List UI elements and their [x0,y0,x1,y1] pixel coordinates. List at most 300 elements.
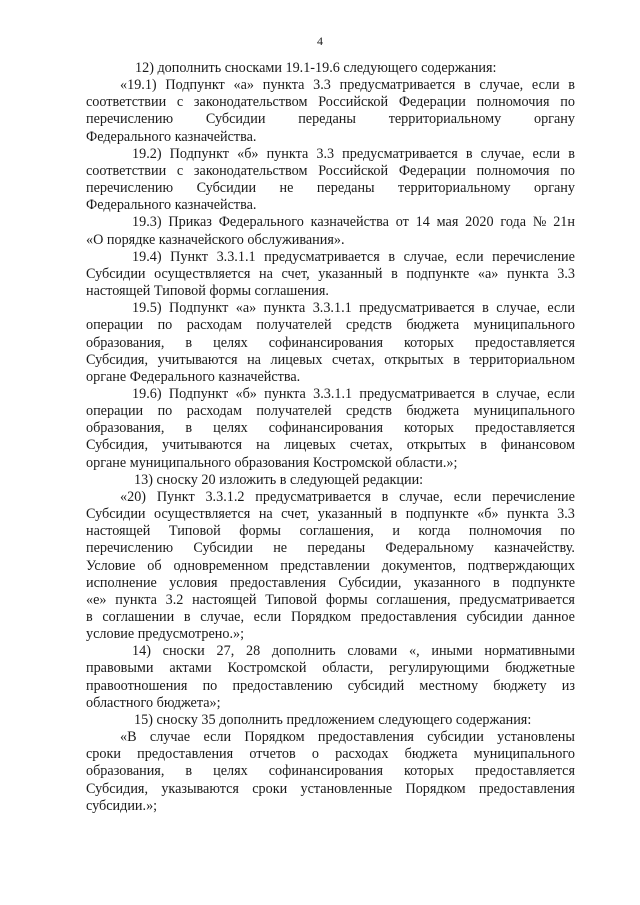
text-line [86,146,575,163]
word: переданы [307,540,366,557]
word: случае [149,729,191,746]
word: Субсидии [193,540,253,557]
word: в [453,351,460,368]
word: Федерации [398,94,466,111]
page-number: 4 [317,34,323,48]
word: пункта [507,506,549,523]
word: 19.3) [132,214,162,231]
word: перечислению [86,180,174,197]
word: указанного [413,574,481,591]
word: предоставления [229,574,326,591]
paragraph-footnote-19-1 [86,77,575,146]
word: 2020 [465,214,494,231]
word: Костромской [227,660,307,677]
word: бюджета [404,746,458,763]
word: Федеральному [385,540,474,557]
word: отчетов [249,746,296,763]
paragraph-footnote-19-2 [86,146,575,215]
word: которых [404,420,454,437]
word: предусматривается [339,77,456,94]
word: счет, [281,506,310,523]
text-line [86,77,575,94]
word: средств [345,317,392,334]
word: документов, [381,557,456,574]
paragraph-footnote-20 [86,489,575,643]
text-line [86,129,575,146]
word: Российской [318,94,389,111]
word: нормативными [484,643,575,660]
word: настоящей [192,591,257,608]
word: условия [169,574,218,591]
word: и [392,523,400,540]
word: дополнить [271,643,336,660]
text-line [86,283,575,300]
word: Российской [318,162,389,179]
text-line [86,300,575,317]
word: словами [347,643,398,660]
word: осуществляется [154,506,251,523]
word: сроки [86,746,121,763]
word: Типовой [265,591,318,608]
word: 3.3.1.2 [205,488,245,505]
word: на [256,437,270,454]
paragraph-item-15 [86,712,575,729]
word: целях [213,420,248,437]
text-line [86,437,575,454]
word: «19.1) [120,77,157,94]
word: случае, [403,248,448,265]
word: образования, [86,763,165,780]
word: Порядком [290,609,352,625]
word: установленные [300,780,393,797]
word: Подпункт [168,385,229,402]
word: мая [436,214,459,231]
paragraph-item-15-text [86,729,575,815]
word: пункта [263,300,306,317]
word: 15) сноску 35 дополнить предложением следующего содержания: [134,711,532,728]
word: в [463,77,471,94]
word: местному [419,677,479,694]
word: органе Федерального казначейства. [86,368,301,385]
text-line [86,660,575,677]
text-line [86,232,575,249]
word: 19.4) [132,248,162,265]
word: если [203,729,232,746]
word: из [561,677,575,694]
word: в [86,609,93,625]
word: Порядком [244,729,305,746]
word: открытых [384,351,444,368]
word: образования, [86,334,165,351]
word: счет, [281,265,310,282]
word: переданы [316,180,375,197]
word: 21н [553,214,575,231]
word: случае, [480,145,525,162]
word: Субсидии [86,265,146,282]
word: в [391,265,398,282]
word: территориальному [398,180,511,197]
word: предусматривается [359,300,475,317]
word: Подпункт [168,300,229,317]
word: бюджету [493,677,547,694]
word: 19.2) [132,145,162,162]
word: в [480,437,487,454]
text-line [86,94,575,111]
word: исполнение [86,574,157,591]
word: осуществляется [154,265,251,282]
word: Пункт [156,488,195,505]
word: предусматривается [342,145,458,162]
text-line [86,540,575,557]
word: субсидии [427,729,484,746]
text-line [86,798,575,815]
word: когда [418,523,451,540]
word: с [176,94,184,111]
word: полномочия [468,523,542,540]
word: случае, [496,385,540,402]
word: территориальному [388,111,502,128]
word: лицевых [270,351,323,368]
text-line [86,506,575,523]
word: казначейству. [494,540,575,557]
word: настоящей Типовой формы соглашения. [86,283,329,300]
word: перечисление [492,248,575,265]
word: в [185,334,193,351]
word: образования, [86,420,165,437]
word: которых [404,763,454,780]
word: на [259,265,273,282]
text-line [86,249,575,266]
text-line [86,643,575,660]
word: органе муниципального образования Костромской области.»; [86,454,458,471]
word: территориальном [469,351,575,368]
word: формы [325,591,368,608]
word: об [147,557,162,574]
text-line [86,626,575,643]
text-line [86,60,575,77]
word: Субсидии [86,506,146,523]
word: Типовой [168,523,221,540]
word: пункта [115,591,157,608]
word: целях [213,763,248,780]
text-line [86,523,575,540]
word: соответствии [86,94,167,111]
word: в [381,488,389,505]
word: установлены [497,729,575,746]
text-line [86,575,575,592]
word: муниципального [473,746,575,763]
word: расходам [186,403,242,420]
text-line [86,403,575,420]
word: условие предусмотрено.»; [86,626,245,643]
word: настоящей [86,523,151,540]
word: софинансирования [268,420,383,437]
word: софинансирования [268,334,383,351]
document-body [86,60,575,815]
word: бюджета [406,317,460,334]
word: Субсидия, [86,437,149,454]
word: в [568,145,575,162]
word: по [560,523,575,540]
text-line [86,489,575,506]
text-line [86,180,575,197]
word: открытых [406,437,467,454]
word: с [176,162,184,179]
paragraph-footnote-19-6 [86,386,575,472]
word: случае, [399,488,443,505]
word: случае, [496,300,540,317]
word: в [185,763,193,780]
word: целях [213,334,248,351]
word: в [492,574,500,591]
word: предусматривается [459,591,575,608]
text-line [86,472,575,489]
word: переданы [298,111,356,128]
word: Федерации [398,162,466,179]
word: 3.3.1.1 [312,300,352,317]
word: данное [532,609,575,625]
word: Пункт [170,248,208,265]
word: соглашения, [299,523,374,540]
word: соответствии [86,162,167,179]
word: по [157,317,173,334]
word: указанный [317,506,383,523]
word: 19.5) [132,300,162,317]
word: которых [404,334,454,351]
paragraph-item-12 [86,60,575,77]
word: 3.3 [557,506,575,523]
word: одновременном [173,557,269,574]
word: предусматривается [359,385,475,402]
word: получателей [256,403,332,420]
word: подпункте [406,265,470,282]
word: если [547,300,575,317]
word: бюджетные [505,660,575,677]
word: регулирующими [389,660,490,677]
word: «а» [233,77,254,94]
word: в [482,385,489,402]
word: перечислению [86,540,174,557]
word: правоотношения [86,677,188,694]
text-line [86,712,575,729]
word: предоставляется [474,420,575,437]
word: по [560,162,575,179]
word: в [568,77,575,94]
word: от [395,214,409,231]
word: «, [408,643,420,660]
word: не [273,540,288,557]
word: не [279,180,294,197]
word: указываются [161,780,239,797]
text-line [86,558,575,575]
word: в [183,609,191,625]
word: предоставлению [232,677,333,694]
word: Субсидии [196,180,257,197]
word: 3.3 [557,265,575,282]
word: 13) сноску 20 изложить в следующей редакции: [134,471,424,488]
text-line [86,369,575,386]
word: средств [345,403,392,420]
text-line [86,678,575,695]
word: случае, [479,77,524,94]
word: предусматривается [264,248,380,265]
word: области, [322,660,374,677]
word: Порядком [405,780,466,797]
paragraph-item-13 [86,472,575,489]
word: о [311,746,319,763]
word: «20) [120,488,147,505]
word: года [500,214,527,231]
paragraph-footnote-19-3 [86,214,575,248]
word: субсидии.»; [86,797,158,814]
word: сноски [162,643,205,660]
word: законодательством [193,162,308,179]
word: 28 [245,643,261,660]
text-line [86,163,575,180]
word: если [531,77,560,94]
word: 3.3 [313,77,331,94]
word: Приказ [168,214,212,231]
word: предоставляется [474,763,575,780]
word: учитываются [162,437,243,454]
word: на [247,351,261,368]
word: 3.3.1.1 [216,248,256,265]
word: предоставления [360,609,457,625]
paragraph-item-14 [86,643,575,712]
text-line [86,420,575,437]
text-line [86,335,575,352]
word: 3.3 [316,145,335,162]
text-line [86,729,575,746]
text-line [86,695,575,712]
word: Субсидии, [338,574,402,591]
word: Условие [86,557,136,574]
word: в [482,300,489,317]
word: бюджета [406,403,460,420]
word: «е» [86,591,107,608]
word: областного бюджета»; [86,694,221,711]
word: представлении [280,557,370,574]
word: операции [86,403,144,420]
word: органу [534,180,575,197]
word: подпункте [405,506,469,523]
word: Субсидия, [86,780,149,797]
word: «В [120,729,137,746]
word: учитываются [157,351,238,368]
word: если [253,609,282,625]
word: 14 [415,214,430,231]
paragraph-footnote-19-4 [86,249,575,300]
word: на [258,506,273,523]
word: случае, [200,609,244,625]
word: предоставления [478,780,575,797]
word: иными [431,643,473,660]
word: «а» [477,265,499,282]
word: если [532,145,561,162]
word: лицевых [283,437,336,454]
word: муниципального [473,317,575,334]
text-line [86,111,575,128]
word: предусматривается [255,488,371,505]
word: подпункте [512,574,575,591]
word: правовыми [86,660,154,677]
word: актами [169,660,212,677]
word: пункта [506,265,549,282]
word: 14) [132,643,151,660]
word: Федерального казначейства. [86,197,257,214]
word: 3.3.1.1 [313,385,353,402]
word: Субсидии [205,111,266,128]
word: органу [533,111,575,128]
text-line [86,781,575,798]
word: № [532,214,547,231]
word: 19.6) [132,385,162,402]
word: перечислению [86,111,174,128]
word: «б» [237,145,259,162]
word: операции [86,317,144,334]
word: если [455,248,484,265]
word: «а» [235,300,257,317]
word: предоставления [317,729,414,746]
word: получателей [256,317,332,334]
text-line [86,455,575,472]
word: указанный [318,265,383,282]
word: в [185,420,193,437]
word: Федерального [218,214,304,231]
word: счетах, [331,351,375,368]
word: «б» [235,385,257,402]
paragraph-footnote-19-5 [86,300,575,386]
word: Подпункт [169,145,229,162]
word: если [547,385,575,402]
word: соглашения, [376,591,451,608]
word: подтверждающих [467,557,575,574]
word: предоставляется [474,334,575,351]
word: формы [239,523,281,540]
text-line [86,317,575,334]
word: полномочия [476,162,550,179]
word: сроки [252,780,288,797]
word: «б» [477,506,499,523]
word: пункта [264,385,306,402]
text-line [86,266,575,283]
word: 3.2 [165,591,184,608]
word: 27, [216,643,235,660]
word: Субсидия, [86,351,149,368]
text-line [86,763,575,780]
text-line [86,197,575,214]
word: субсидии [466,609,523,625]
word: муниципального [473,403,575,420]
word: софинансирования [268,763,383,780]
text-line [86,746,575,763]
word: соглашении [102,609,175,625]
word: счетах, [349,437,393,454]
word: расходам [186,317,242,334]
word: Федерального казначейства. [86,128,257,145]
word: в [465,145,473,162]
word: если [453,488,482,505]
text-line [86,352,575,369]
word: пункта [262,77,305,94]
word: по [157,403,173,420]
word: «О порядке казначейского обслуживания». [86,231,345,248]
word: законодательством [193,94,308,111]
word: полномочия [476,94,550,111]
text-line [86,386,575,403]
word: казначейства [310,214,389,231]
text-line [86,592,575,609]
